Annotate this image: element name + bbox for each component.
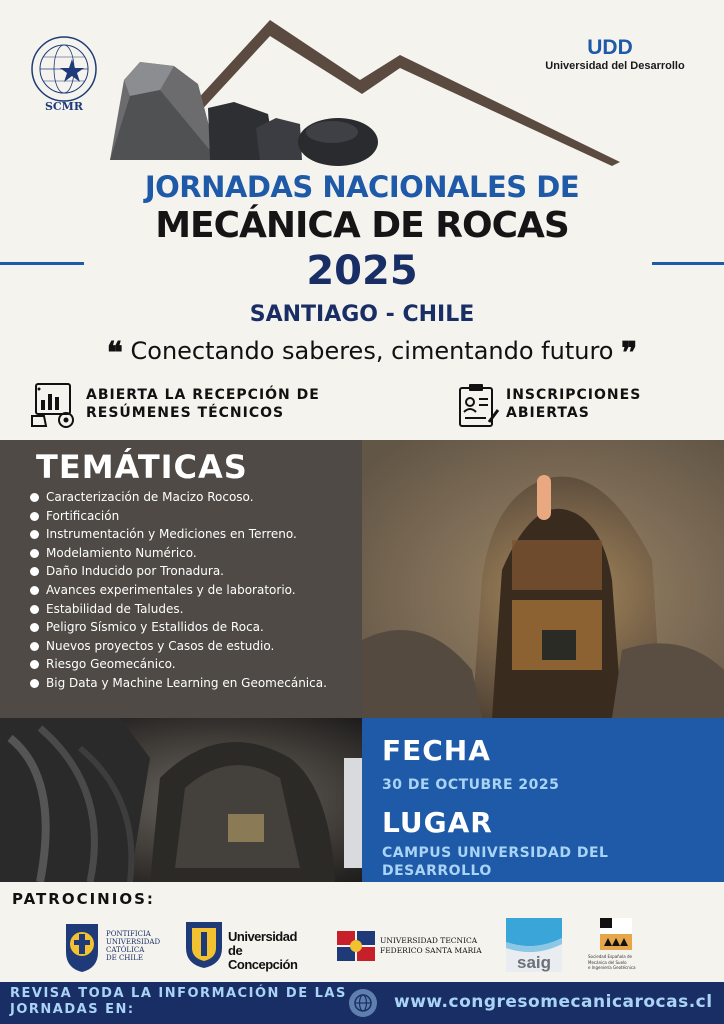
place-line2: DESARROLLO xyxy=(382,863,492,879)
sponsor-saig xyxy=(506,916,562,974)
topic-item: Peligro Sísmico y Estallidos de Roca. xyxy=(30,618,350,637)
registration-line1: INSCRIPCIONES xyxy=(506,387,642,403)
topic-item: Daño Inducido por Tronadura. xyxy=(30,562,350,581)
abstracts-line2: RESÚMENES TÉCNICOS xyxy=(86,405,285,421)
usm-line2: FEDERICO SANTA MARIA xyxy=(380,946,482,955)
footer-bar xyxy=(0,982,724,1024)
svg-text:saig: saig xyxy=(516,953,552,972)
quote-close-icon: ❞ xyxy=(621,336,638,371)
tunnel-photo xyxy=(362,440,724,718)
topic-item: Riesgo Geomecánico. xyxy=(30,655,350,674)
footer-text-line1: REVISA TODA LA INFORMACIÓN DE LAS xyxy=(10,986,347,1001)
usm-line1: UNIVERSIDAD TECNICA xyxy=(380,936,478,945)
puc-line1: PONTIFICIA xyxy=(106,930,151,938)
udec-crest-icon xyxy=(184,920,224,970)
udd-logo xyxy=(574,36,646,58)
puc-line4: DE CHILE xyxy=(106,954,143,962)
semsig-logo xyxy=(598,916,634,952)
footer-text-line2: JORNADAS EN: xyxy=(10,1002,135,1017)
globe-icon xyxy=(348,988,378,1018)
event-details-panel xyxy=(362,718,724,882)
quote-open-icon: ❝ xyxy=(106,336,123,371)
saig-logo xyxy=(506,916,562,974)
sponsor-semsig xyxy=(588,916,648,974)
sponsor-usm xyxy=(336,916,486,974)
topic-item: Big Data y Machine Learning en Geomecánica. xyxy=(30,674,350,693)
topic-item: Caracterización de Macizo Rocoso. xyxy=(30,488,350,507)
mountain-rocks-illustration xyxy=(100,10,630,180)
abstracts-notice xyxy=(86,386,336,422)
footer-text xyxy=(10,986,350,1018)
event-title-line1: JORNADAS NACIONALES DE xyxy=(144,170,580,204)
topic-item: Modelamiento Numérico. xyxy=(30,544,350,563)
event-year: 2025 xyxy=(306,248,418,294)
place-line1: CAMPUS UNIVERSIDAD DEL xyxy=(382,845,609,861)
event-title-line2: MECÁNICA DE ROCAS xyxy=(155,205,569,246)
registration-line2: ABIERTAS xyxy=(506,405,590,421)
place-heading: LUGAR xyxy=(382,806,493,839)
puc-line3: CATÓLICA xyxy=(106,946,145,954)
registration-notice xyxy=(506,386,706,422)
udec-line2: de Concepción xyxy=(228,943,298,972)
chart-gear-icon xyxy=(28,380,78,430)
topics-list xyxy=(30,488,350,693)
website-link[interactable]: www.congresomecanicarocas.cl xyxy=(394,992,713,1012)
semsig-line2: Mecánica del Suelo xyxy=(588,959,627,965)
sponsors-label: PATROCINIOS: xyxy=(12,890,155,908)
topic-item: Fortificación xyxy=(30,507,350,526)
semsig-line3: e Ingeniería Geotécnica xyxy=(588,965,636,970)
udd-name: Universidad del Desarrollo xyxy=(545,60,685,72)
topic-item: Nuevos proyectos y Casos de estudio. xyxy=(30,637,350,656)
topic-item: Instrumentación y Mediciones en Terreno. xyxy=(30,525,350,544)
topic-item: Avances experimentales y de laboratorio. xyxy=(30,581,350,600)
svg-text:UDD: UDD xyxy=(587,36,633,58)
usm-crest-icon xyxy=(336,930,376,962)
clipboard-form-icon xyxy=(456,382,500,428)
semsig-line1: Sociedad Española de xyxy=(588,954,632,959)
tunnel-drill-photo xyxy=(0,718,362,882)
place-value xyxy=(382,844,608,880)
topics-panel xyxy=(0,440,362,718)
abstracts-line1: ABIERTA LA RECEPCIÓN DE xyxy=(86,387,320,403)
puc-crest-icon xyxy=(62,916,102,974)
date-heading: FECHA xyxy=(382,734,491,767)
date-value: 30 DE OCTUBRE 2025 xyxy=(382,777,560,793)
slogan xyxy=(60,336,684,371)
slogan-text: Conectando saberes, cimentando futuro xyxy=(130,337,614,365)
sponsor-puc xyxy=(62,916,172,974)
sponsor-udec xyxy=(184,916,310,974)
scmr-abbrev: SCMR xyxy=(44,100,84,113)
topic-item: Estabilidad de Taludes. xyxy=(30,600,350,619)
topics-heading: TEMÁTICAS xyxy=(36,448,248,486)
udec-line1: Universidad xyxy=(228,929,297,944)
event-city: SANTIAGO - CHILE xyxy=(249,302,475,327)
puc-line2: UNIVERSIDAD xyxy=(106,938,161,946)
